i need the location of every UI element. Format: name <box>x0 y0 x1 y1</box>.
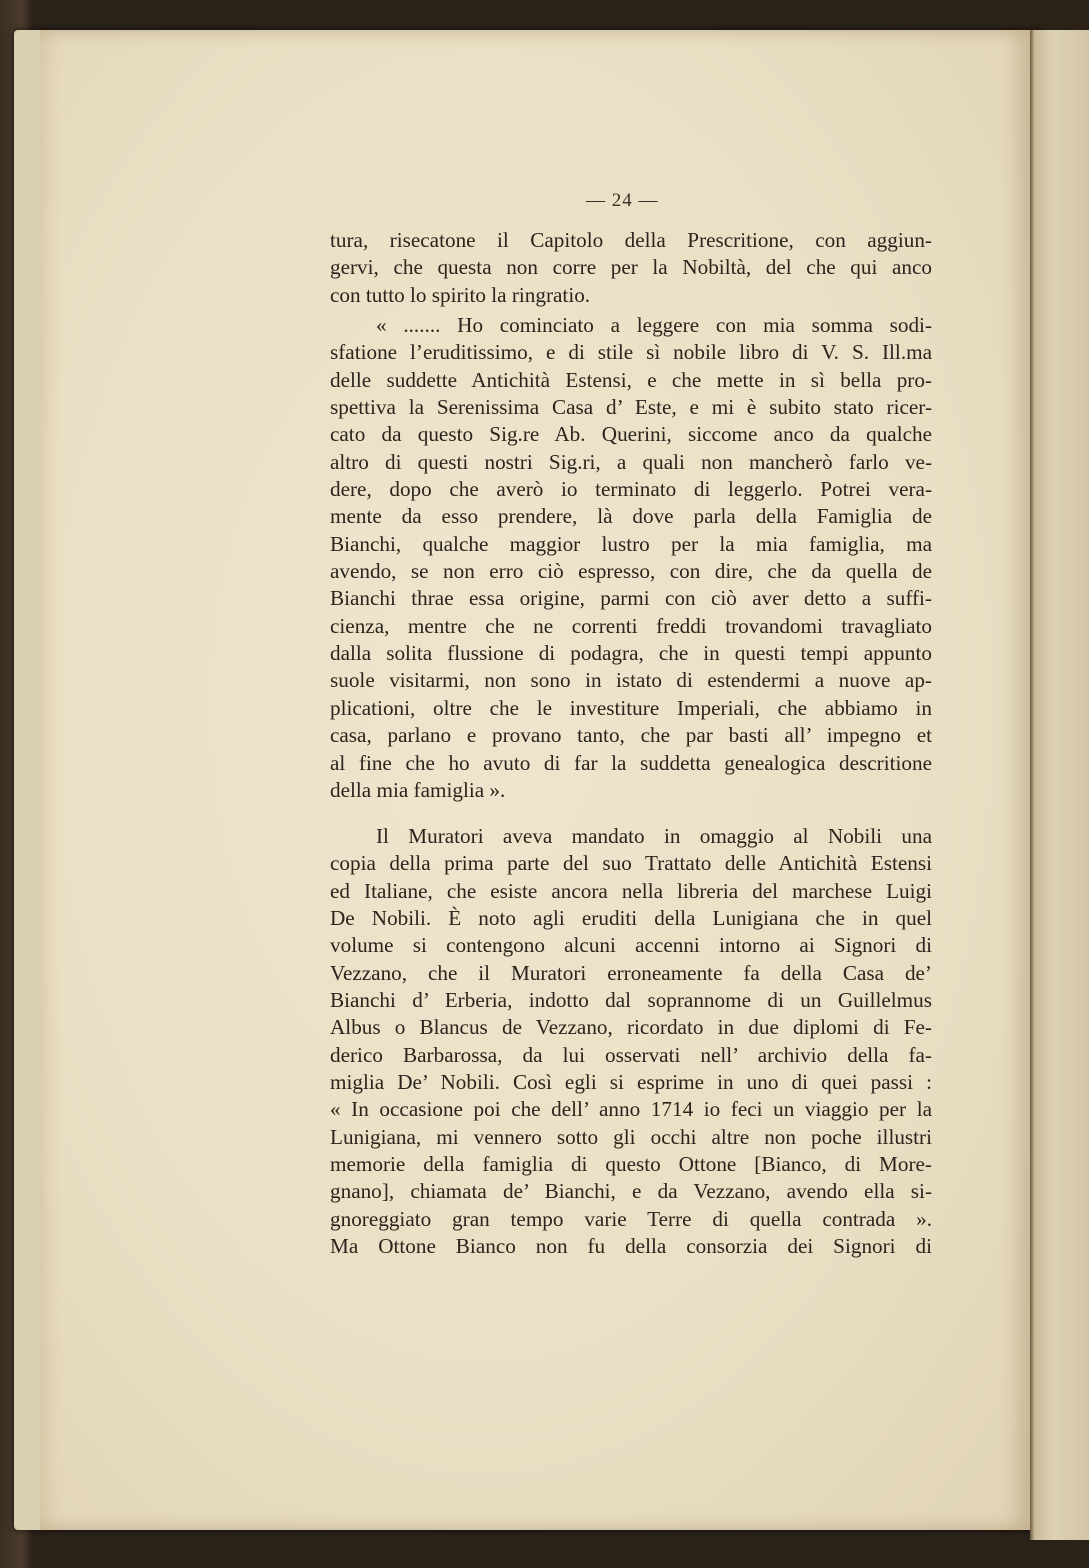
text-line: Il Muratori aveva mandato in omaggio al Nobili una <box>376 824 932 848</box>
text-line: Vezzano, che il Muratori erroneamente fa della Casa de’ <box>330 960 932 985</box>
text-line: memorie della famiglia di questo Ottone [Bianco, di More- <box>330 1152 932 1177</box>
paragraph-2-quote <box>330 312 932 804</box>
paragraph-1 <box>330 227 932 309</box>
facing-page-edge <box>1030 30 1089 1540</box>
page-number: — 24 — <box>586 190 659 211</box>
text-line: De Nobili. È noto agli eruditi della Lunigiana che in quel <box>330 906 932 931</box>
text-line: Bianchi, qualche maggior lustro per la mia famiglia, ma <box>330 531 932 556</box>
text-line: copia della prima parte del suo Trattato delle Antichità Estensi <box>330 851 932 876</box>
text-line: sfatione l’eruditissimo, e di stile sì nobile libro di V. S. Ill.ma <box>330 340 932 365</box>
text-line: « ....... Ho cominciato a leggere con mia somma sodi- <box>376 313 932 337</box>
text-line: Bianchi d’ Erberia, indotto dal soprannome di un Guillelmus <box>330 988 932 1013</box>
text-line: Ma Ottone Bianco non fu della consorzia dei Signori di <box>330 1234 932 1259</box>
text-line: gnoreggiato gran tempo varie Terre di quella contrada ». <box>330 1206 932 1231</box>
text-line: avendo, se non erro ciò espresso, con dire, che da quella de <box>330 559 932 584</box>
text-line: al fine che ho avuto di far la suddetta genealogica descritione <box>330 750 932 775</box>
text-line: altro di questi nostri Sig.ri, a quali non mancherò farlo ve- <box>330 449 932 474</box>
text-line: suole visitarmi, non sono in istato di estendermi a nuove ap- <box>330 668 932 693</box>
text-line: delle suddette Antichità Estensi, e che mette in sì bella pro- <box>330 367 932 392</box>
text-line: miglia De’ Nobili. Così egli si esprime in uno di quei passi : <box>330 1070 932 1095</box>
text-line: « In occasione poi che dell’ anno 1714 io feci un viaggio per la <box>330 1097 932 1122</box>
text-line: cato da questo Sig.re Ab. Querini, siccome anco da qualche <box>330 422 932 447</box>
text-line: della mia famiglia ». <box>330 777 506 802</box>
text-line: plicationi, oltre che le investiture Imperiali, che abbiamo in <box>330 695 932 720</box>
text-line: tura, risecatone il Capitolo della Prescritione, con aggiun- <box>330 228 932 252</box>
text-line: con tutto lo spirito la ringratio. <box>330 282 591 307</box>
text-line: casa, parlano e provano tanto, che par basti all’ impegno et <box>330 723 932 748</box>
text-line: Lunigiana, mi vennero sotto gli occhi altre non poche illustri <box>330 1124 932 1149</box>
text-line: Bianchi thrae essa origine, parmi con ciò aver detto a suffi- <box>330 586 932 611</box>
text-line: ed Italiane, che esiste ancora nella libreria del marchese Luigi <box>330 878 932 903</box>
text-line: mente da esso prendere, là dove parla della Famiglia de <box>330 504 932 529</box>
text-line: dere, dopo che averò io terminato di leggerlo. Potrei vera- <box>330 477 932 502</box>
text-line: volume si contengono alcuni accenni intorno ai Signori di <box>330 933 932 958</box>
text-line: dalla solita flussione di podagra, che in questi tempi appunto <box>330 641 932 666</box>
paragraph-3 <box>330 823 932 1261</box>
text-line: gnano], chiamata de’ Bianchi, e da Vezzano, avendo ella si- <box>330 1179 932 1204</box>
text-line: derico Barbarossa, da lui osservati nell’ archivio della fa- <box>330 1042 932 1067</box>
text-line: gervi, che questa non corre per la Nobiltà, del che qui anco <box>330 255 932 280</box>
text-line: cienza, mentre che ne correnti freddi trovandomi travagliato <box>330 613 932 638</box>
text-line: spettiva la Serenissima Casa d’ Este, e mi è subito stato ricer- <box>330 395 932 420</box>
text-line: Albus o Blancus de Vezzano, ricordato in due diplomi di Fe- <box>330 1015 932 1040</box>
